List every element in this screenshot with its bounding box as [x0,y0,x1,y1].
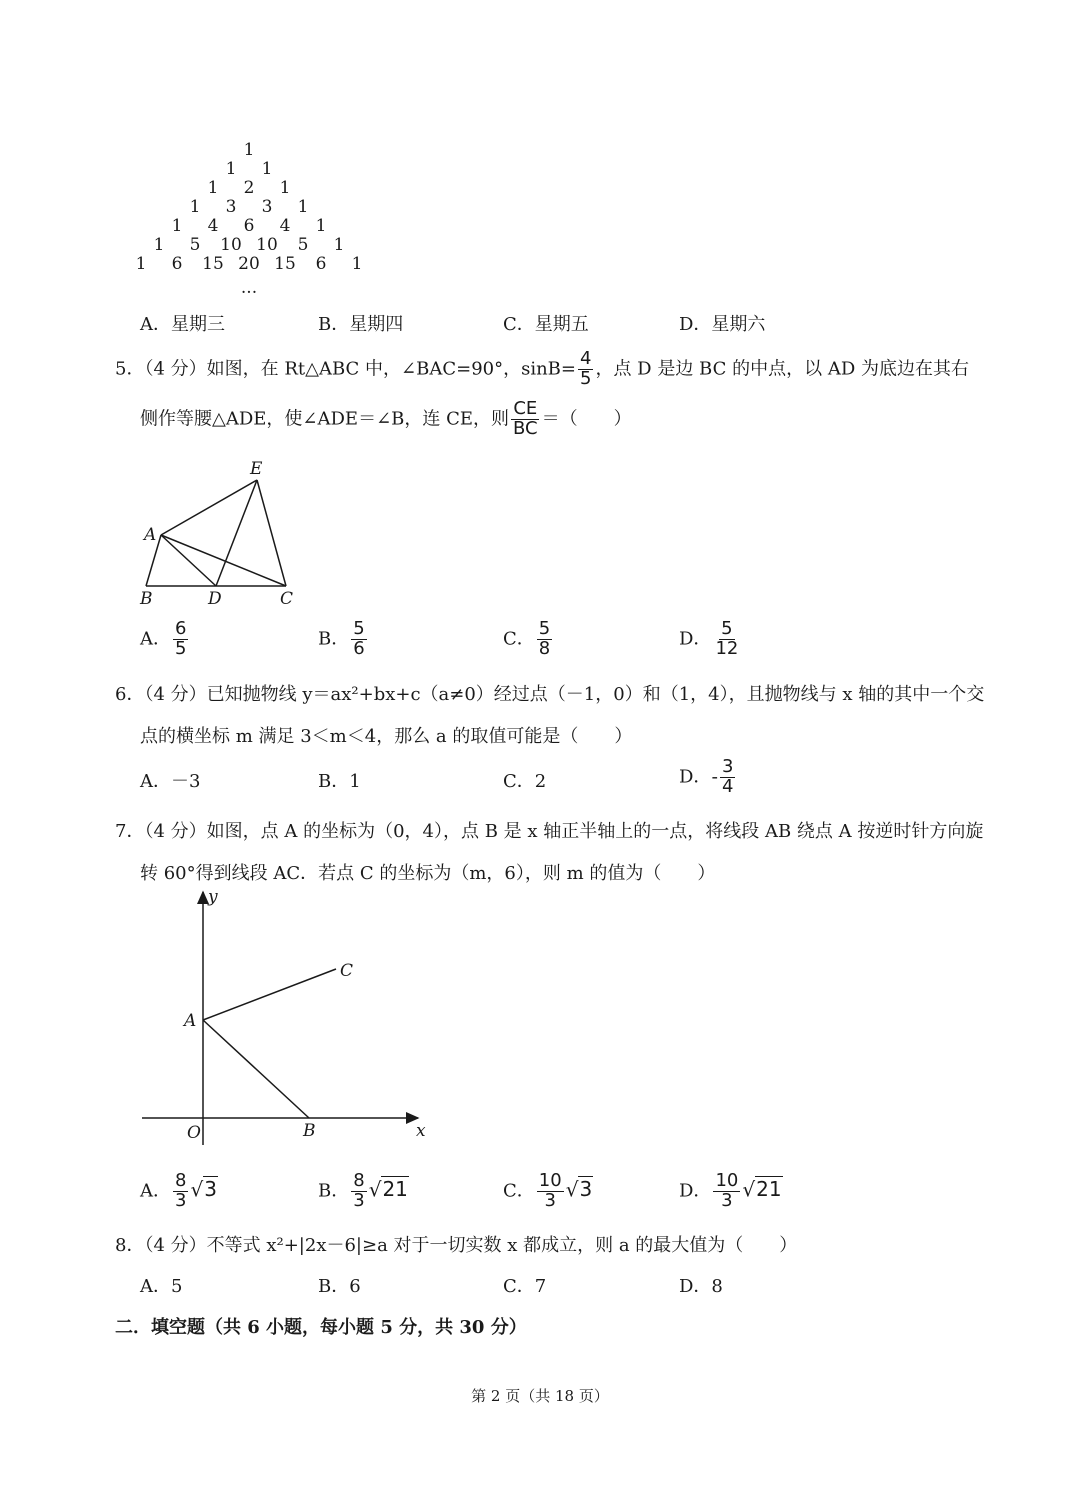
q7-option-d-den: 3 [721,1189,733,1211]
label-o: O [187,1123,201,1143]
section-heading: 二．填空题（共 6 小题，每小题 5 分，共 30 分） [115,1317,527,1338]
label-c: C [280,589,294,609]
pascal-number: 15 [202,254,224,274]
pascal-number: 1 [261,159,273,179]
segment-ec [257,480,286,586]
q5-option-a-den: 5 [175,637,187,659]
q5-option-c-num: 5 [538,618,551,639]
q5-sin-fraction [578,350,593,389]
q5-sin-num: 4 [580,348,592,369]
q7-option-a-num: 8 [175,1170,187,1191]
pascal-number: 10 [256,235,278,255]
q5-sin-den: 5 [580,367,592,389]
label-e: E [250,459,263,479]
q7-coordinate-figure [130,880,440,1150]
pascal-ellipsis: ... [240,278,258,298]
q5-triangle-figure [130,455,310,610]
q6-option-a: A．－3 [140,771,201,792]
q5-option-b-letter: B． [318,628,350,650]
q7-option-d-num: 10 [715,1170,739,1191]
label-c: C [340,961,354,981]
q4-option-d: D．星期六 [679,314,766,335]
q5-option-d [679,620,742,659]
page-footer: 第 2 页（共 18 页） [471,1387,609,1405]
pascal-number: 1 [207,178,219,198]
segment-ac [161,535,286,586]
pascal-number: 3 [261,197,273,217]
q6-option-d-num: 3 [721,756,734,777]
q5-option-d-letter: D． [679,628,712,650]
pascal-number: 1 [225,159,237,179]
q7-option-d-radicand: 21 [756,1177,782,1202]
q4-option-c: C．星期五 [503,314,589,335]
pascal-number: 2 [243,178,255,198]
q5-option-a-letter: A． [140,628,171,650]
q7-option-b-num: 8 [353,1170,365,1191]
q5-line-2 [140,400,632,439]
q5-option-a-num: 6 [175,618,187,639]
segment-ad [161,535,216,586]
q8-option-a: A．5 [140,1276,183,1297]
q4-option-a: A．星期三 [140,314,225,335]
q5-line-1 [115,350,969,389]
q4-option-b: B．星期四 [318,314,404,335]
q5-line-1-start: 5．（4 分）如图，在 Rt△ABC 中，∠BAC=90°，sinB= [115,358,576,380]
q7-option-a-letter: A． [140,1180,171,1202]
q7-option-c-letter: C． [503,1180,535,1202]
q5-option-c-letter: C． [503,628,535,650]
label-a: A [184,1011,197,1031]
q6-line-2: 点的横坐标 m 满足 3＜m＜4，那么 a 的取值可能是（ ） [140,726,633,747]
segment-ae [161,480,257,535]
pascal-number: 1 [153,235,165,255]
pascal-number: 20 [238,254,260,274]
q7-line-2: 转 60°得到线段 AC．若点 C 的坐标为（m，6），则 m 的值为（ ） [140,863,716,884]
q7-option-c-radicand: 3 [579,1177,593,1202]
pascal-number: 3 [225,197,237,217]
q5-ratio-fraction [511,400,540,439]
q5-option-c-den: 8 [538,637,551,659]
pascal-number: 1 [315,216,327,236]
q7-option-b-radicand: 21 [382,1177,408,1202]
pascal-number: 4 [207,216,219,236]
q7-option-b-den: 3 [353,1189,365,1211]
q7-option-d: D． $\frac{10}{3}$ √21 [679,1170,782,1211]
pascal-number: 1 [189,197,201,217]
q7-option-d-letter: D． [679,1180,712,1202]
segment-ab [203,1020,309,1118]
pascal-number: 1 [171,216,183,236]
pascal-number: 1 [297,197,309,217]
pascal-number: 1 [135,254,147,274]
q7-option-a-radicand: 3 [204,1177,217,1202]
pascal-number: 5 [189,235,201,255]
pascal-number: 4 [279,216,291,236]
pascal-number: 6 [315,254,327,274]
pascal-number: 10 [220,235,242,255]
q6-option-b: B．1 [318,771,361,792]
pascal-number: 6 [243,216,255,236]
q5-ratio-den: BC [513,417,538,439]
label-x: x [416,1121,426,1141]
q5-line-1-end: ，点 D 是边 BC 的中点，以 AD 为底边在其右 [595,358,969,380]
q6-option-d-sign: - [711,766,718,788]
q5-ratio-num: CE [513,398,538,419]
q6-option-c: C．2 [503,771,547,792]
q7-option-c-den: 3 [544,1189,556,1211]
q7-option-a-den: 3 [175,1189,187,1211]
q8-option-b: B．6 [318,1276,361,1297]
q7-line-1: 7．（4 分）如图，点 A 的坐标为（0，4），点 B 是 x 轴正半轴上的一点，将线段 AB 绕点 A 按逆时针方向旋 [115,821,984,842]
q5-option-d-num: 5 [721,618,733,639]
q6-option-d-den: 4 [721,775,734,797]
q8-line: 8．（4 分）不等式 x²+|2x－6|≥a 对于一切实数 x 都成立，则 a 的最大值为（ ） [115,1235,798,1256]
pascal-number: 1 [333,235,345,255]
pascal-number: 15 [274,254,296,274]
q5-line-2-end: ＝（ ） [541,408,632,430]
q5-option-d-den: 12 [715,637,739,659]
q5-option-b-num: 5 [353,618,365,639]
q7-option-b: B． $\frac{8}{3}$ √21 [318,1170,408,1211]
label-a: A [144,525,157,545]
q5-option-a [140,620,190,659]
pascal-number: 1 [279,178,291,198]
q5-option-b [318,620,369,659]
q6-option-d [679,758,737,797]
segment-ac [203,969,336,1020]
pascal-number: 6 [171,254,183,274]
q7-option-c: C． $\frac{10}{3}$ √3 [503,1170,593,1211]
q5-option-b-den: 6 [353,637,365,659]
label-y: y [208,887,218,907]
q7-option-c-num: 10 [538,1170,562,1191]
q5-line-2-start: 侧作等腰△ADE，使∠ADE＝∠B，连 CE，则 [140,408,510,430]
pascal-number: 5 [297,235,309,255]
q5-option-c [503,620,554,659]
label-b: B [140,589,153,609]
q8-option-c: C．7 [503,1276,547,1297]
label-b: B [303,1121,316,1141]
q7-option-b-letter: B． [318,1180,350,1202]
q6-line-1: 6．（4 分）已知抛物线 y＝ax²+bx+c（a≠0）经过点（－1，0）和（1，4），且抛物线与 x 轴的其中一个交 [115,684,985,705]
pascal-number: 1 [351,254,363,274]
q6-option-d-letter: D． [679,766,712,788]
label-d: D [208,589,222,609]
segment-ed [216,480,257,586]
q7-option-a: A． $\frac{8}{3}$ √3 [140,1170,217,1211]
q8-option-d: D．8 [679,1276,723,1297]
pascal-number: 1 [243,140,255,160]
